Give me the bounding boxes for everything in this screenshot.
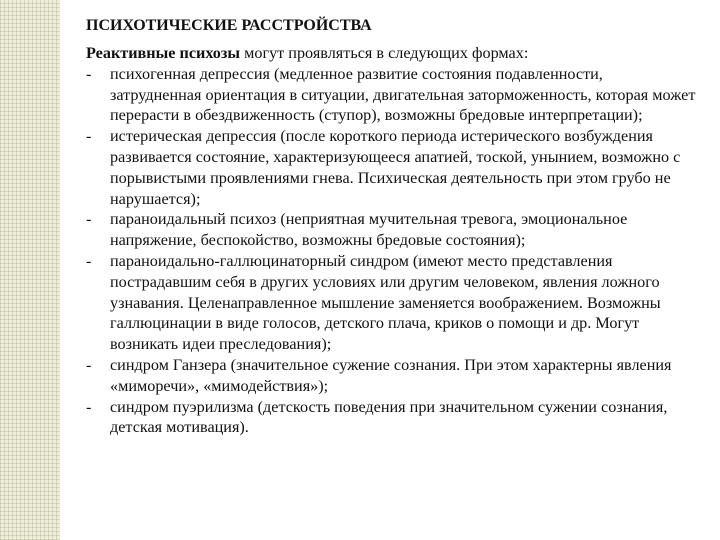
slide-page xyxy=(60,0,720,540)
list-item xyxy=(86,397,698,439)
content-body xyxy=(86,43,698,438)
list-item-text: психогенная депрессия (медленное развитие состояния подавленности, затрудненная ориентация в ситуации, двигательная заторможенность, которая может перерасти в обездвиженность (ступор), возможны бредовые интерпретации); xyxy=(110,64,696,125)
page-title: ПСИХОТИЧЕСКИЕ РАССТРОЙСТВА xyxy=(86,17,372,34)
bullet-dash: - xyxy=(86,251,92,270)
list-item xyxy=(86,209,698,251)
list-item-text: синдром пуэрилизма (детскость поведения при значительном сужении сознания, детская мотивация). xyxy=(110,397,668,437)
list-item-text: параноидальный психоз (неприятная мучительная тревога, эмоциональное напряжение, беспокойство, возможны бредовые состояния); xyxy=(110,210,628,250)
list-item xyxy=(86,355,698,397)
intro-text: могут проявляться в следующих формах: xyxy=(240,44,529,62)
bullet-dash: - xyxy=(86,397,92,416)
symptom-list xyxy=(86,64,698,438)
bullet-dash: - xyxy=(86,210,92,229)
intro-paragraph xyxy=(86,43,698,64)
intro-bold-term: Реактивные психозы xyxy=(86,44,241,62)
decorative-side-pattern xyxy=(0,0,60,540)
list-item-text: истерическая депрессия (после короткого периода истерического возбуждения развивается состояние, характеризующееся апатией, тоской, унынием, возможно с порывистыми проявлениями гнева. Психическая деятельность при этом грубо не нарушается); xyxy=(110,127,681,208)
list-item xyxy=(86,64,698,126)
list-item-text: параноидально-галлюцинаторный синдром (имеют место представления пострадавшим себя в других условиях или другим человеком, явления ложного узнавания. Целенаправленное мышление заменяется воображением. Возможны галлюцинации в виде голосов, детского плача, криков о помощи и др. Могут возникать идеи преследования); xyxy=(110,251,661,354)
list-item xyxy=(86,126,698,209)
bullet-dash: - xyxy=(86,127,92,146)
bullet-dash: - xyxy=(86,355,92,374)
list-item-text: синдром Ганзера (значительное сужение сознания. При этом характерны явления «миморечи», «мимодействия»); xyxy=(110,355,672,395)
list-item xyxy=(86,251,698,355)
bullet-dash: - xyxy=(86,64,92,83)
